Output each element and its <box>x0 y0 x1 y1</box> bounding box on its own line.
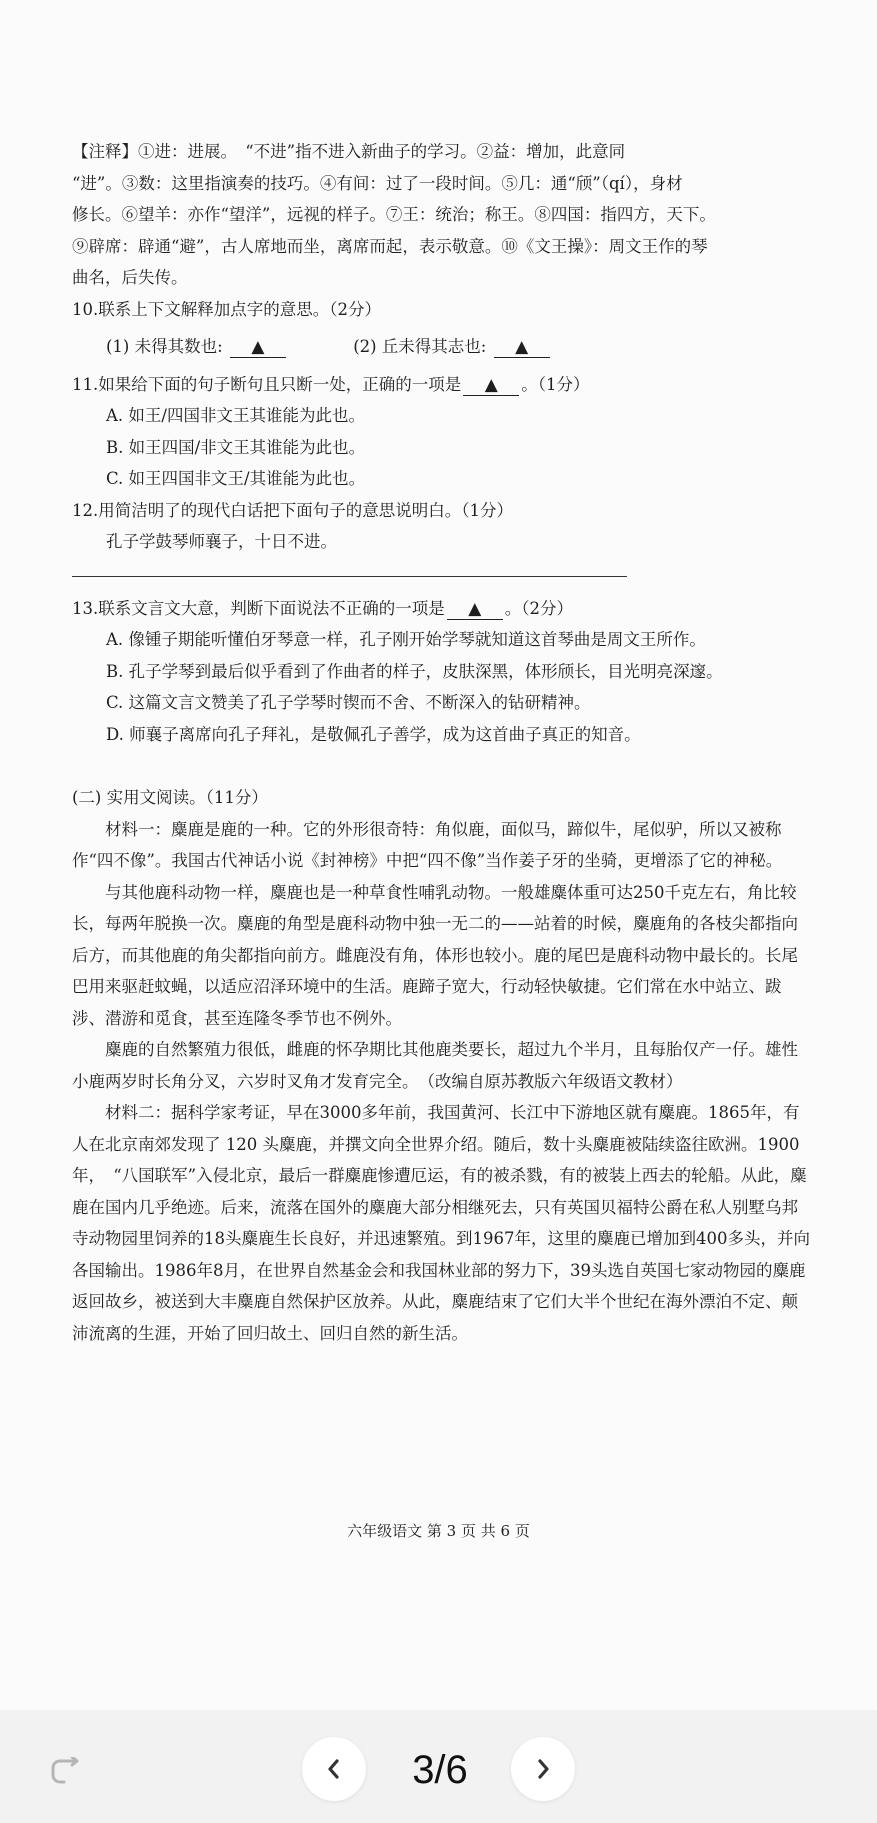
q10-item1-blank[interactable] <box>230 337 286 358</box>
material-paragraph: 与其他鹿科动物一样，麋鹿也是一种草食性哺乳动物。一般雄麋体重可达250千克左右，角比较长，每两年脱换一次。麋鹿的角型是鹿科动物中独一无二的——站着的时候，麋鹿角的各枝尖都指向后方，而其他鹿的角尖都指向前方。雌鹿没有角，体形也较小。鹿的尾巴是鹿科动物中最长的。长尾巴用来驱赶蚊蝇，以适应沼泽环境中的生活。鹿蹄子宽大，行动轻快敏捷。它们常在水中站立、跋涉、潜游和觅食，甚至连隆冬季节也不例外。 <box>72 882 798 1028</box>
q11-blank[interactable] <box>463 375 519 396</box>
annotation-notes <box>72 136 812 294</box>
page-content <box>72 136 812 1349</box>
material-paragraph: 材料二：据科学家考证，早在3000多年前，我国黄河、长江中下游地区就有麋鹿。1865年，有人在北京南郊发现了 120 头麋鹿，并撰文向全世界介绍。随后，数十头麋鹿被陆续盗往欧洲。1900年， “八国联军”入侵北京，最后一群麋鹿惨遭厄运，有的被杀戮，有的被装上西去的轮船。从此，麋鹿在国内几乎绝迹。后来，流落在国外的麋鹿大部分相继死去，只有英国贝福特公爵在私人别墅乌邦寺动物园里饲养的18头麋鹿生长良好，并迅速繁殖。到1967年，这里的麋鹿已增加到400多头，并向各国输出。1986年8月，在世界自然基金会和我国林业部的努力下，39头选自英国七家动物园的麋鹿返回故乡，被送到大丰麋鹿自然保护区放养。从此，麋鹿结束了它们大半个世纪在海外漂泊不定、颠沛流离的生涯，开始了回归故土、回归自然的新生活。 <box>72 1103 810 1343</box>
q11-stem-text: 11.如果给下面的句子断句且只断一处，正确的一项是 <box>72 374 462 394</box>
chevron-right-icon <box>533 1757 553 1781</box>
page-indicator: 3/6 <box>412 1748 468 1792</box>
q11-option-a: A. 如王/四国非文王其谁能为此也。 <box>106 406 365 425</box>
previous-page-button[interactable] <box>302 1737 366 1801</box>
note-line: 修长。⑥望羊：亦作“望洋”，远视的样子。⑦王：统治；称王。⑧四国：指四方，天下。 <box>72 205 716 224</box>
q13-stem-text: 13.联系文言文大意，判断下面说法不正确的一项是 <box>72 598 445 618</box>
answer-line[interactable] <box>72 564 627 577</box>
q10-item1-label: (1) 未得其数也: <box>106 337 223 356</box>
question-13-stem <box>72 593 812 625</box>
next-page-button[interactable] <box>511 1737 575 1801</box>
material-paragraph: 材料一：麋鹿是鹿的一种。它的外形很奇特：角似鹿，面似马，蹄似牛，尾似驴，所以又被称作“四不像”。我国古代神话小说《封神榜》中把“四不像”当作姜子牙的坐骑，更增添了它的神秘。 <box>72 819 783 870</box>
q13-score: 。（2分） <box>504 598 573 618</box>
page-footer: 六年级语文 第 3 页 共 6 页 <box>347 1522 530 1540</box>
section-heading: (二) 实用文阅读。（11分） <box>72 788 268 807</box>
question-10-items <box>72 331 812 363</box>
q11-option-b: B. 如王四国/非文王其谁能为此也。 <box>106 437 366 457</box>
triangle-icon: ▲ <box>251 337 265 357</box>
chevron-left-icon <box>324 1757 344 1781</box>
question-10-stem: 10.联系上下文解释加点字的意思。（2分） <box>72 299 381 319</box>
q12-sentence: 孔子学鼓琴师襄子，十日不进。 <box>106 532 337 551</box>
triangle-icon: ▲ <box>515 337 529 357</box>
triangle-icon: ▲ <box>468 598 482 619</box>
question-12-stem: 12.用简洁明了的现代白话把下面句子的意思说明白。（1分） <box>72 500 513 520</box>
q13-blank[interactable] <box>447 599 503 620</box>
note-line: “进”。③数：这里指演奏的技巧。④有间：过了一段时间。⑤几：通“颀”（qí），身材 <box>72 173 683 193</box>
triangle-icon: ▲ <box>484 374 498 395</box>
q10-item2-blank[interactable] <box>494 337 550 358</box>
note-line: 曲名，后失传。 <box>72 268 188 287</box>
note-line: ⑨辟席：辟通“避”，古人席地而坐，离席而起，表示敬意。⑩《文王操》：周文王作的琴 <box>72 236 708 256</box>
note-line: 【注释】①进：进展。 “不进”指不进入新曲子的学习。②益：增加，此意同 <box>72 142 626 161</box>
q11-option-c: C. 如王四国非文王/其谁能为此也。 <box>106 469 366 488</box>
q13-option-d: D. 师襄子离席向孔子拜礼，是敬佩孔子善学，成为这首曲子真正的知音。 <box>106 724 641 744</box>
q13-option-b: B. 孔子学琴到最后似乎看到了作曲者的样子，皮肤深黑，体形颀长，目光明亮深邃。 <box>106 661 723 681</box>
q10-item2-label: (2) 丘未得其志也: <box>353 337 487 356</box>
q11-score: 。（1分） <box>521 374 590 394</box>
refresh-icon[interactable] <box>50 1757 82 1785</box>
q13-option-a: A. 像锺子期能听懂伯牙琴意一样，孔子刚开始学琴就知道这首琴曲是周文王所作。 <box>106 630 706 649</box>
material-paragraph: 麋鹿的自然繁殖力很低，雌鹿的怀孕期比其他鹿类要长，超过九个半月，且每胎仅产一仔。雄性小鹿两岁时长角分叉，六岁时叉角才发育完全。 （改编自原苏教版六年级语文教材） <box>72 1040 798 1091</box>
question-11-stem <box>72 369 812 401</box>
q13-option-c: C. 这篇文言文赞美了孔子学琴时锲而不舍、不断深入的钻研精神。 <box>106 693 591 712</box>
